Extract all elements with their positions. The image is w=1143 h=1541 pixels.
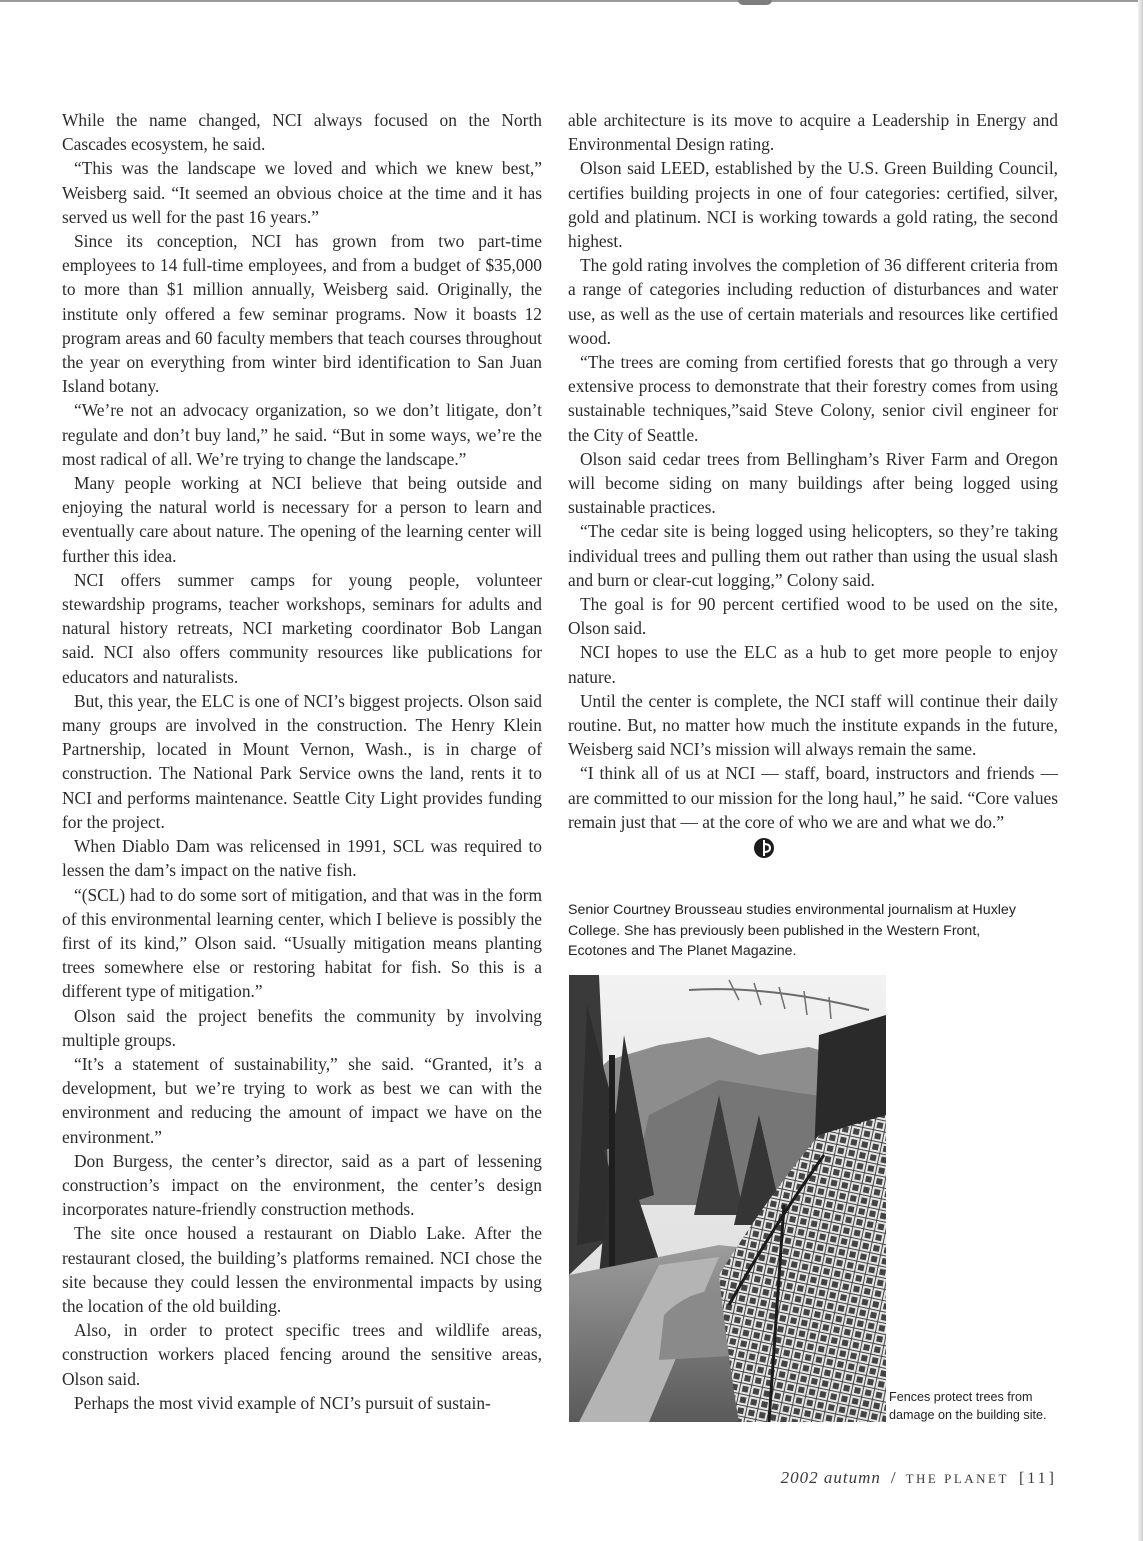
article-paragraph: The site once housed a restaurant on Diablo Lake. After the restaurant closed, the building’s platforms remained. NCI chose the site because they could lessen the environmental impacts by using the location of the old building. [62,1223,542,1316]
article-paragraph: “This was the landscape we loved and which we knew best,” Weisberg said. “It seemed an obvious choice at the time and it has served us well for the past 16 years.” [62,158,542,227]
article-paragraph: Many people working at NCI believe that being outside and enjoying the natural world is necessary for a person to learn and eventually care about nature. The opening of the learning center will further this idea. [62,473,542,566]
article-paragraph: Also, in order to protect specific trees and wildlife areas, construction workers placed fencing around the sensitive areas, Olson said. [62,1320,542,1389]
article-column-right [568,108,1058,859]
article-paragraph: “(SCL) had to do some sort of mitigation, and that was in the form of this environmental learning center, which I believe is possibly the first of its kind,” Olson said. “Usually mitigation means planting trees somewhere else or restoring habitat for fish. So this is a different type of mitigation.” [62,884,542,1002]
article-paragraph: Olson said LEED, established by the U.S. Green Building Council, certifies building projects in one of four categories: certified, silver, gold and platinum. NCI is working towards a gold rating, the second highest. [568,158,1058,252]
article-paragraph: While the name changed, NCI always focused on the North Cascades ecosystem, he said. [62,110,542,155]
article-paragraph: When Diablo Dam was relicensed in 1991, SCL was required to lessen the dam’s impact on the native fish. [62,836,542,881]
issue-season: 2002 autumn [780,1468,881,1487]
article-paragraph: Don Burgess, the center’s director, said as a part of lessening construction’s impact on the environment, the center’s design incorporates nature-friendly construction methods. [62,1150,542,1220]
magazine-name: THE PLANET [905,1471,1009,1486]
article-paragraph: Olson said cedar trees from Bellingham’s River Farm and Oregon will become siding on many buildings after being logged using sustainable practices. [568,448,1058,518]
article-paragraph: The gold rating involves the completion of 36 different criteria from a range of categories including reduction of disturbances and water use, as well as the use of certain materials and resources like certified wood. [568,255,1058,348]
article-paragraph: Perhaps the most vivid example of NCI’s pursuit of sustain- [74,1392,491,1413]
scan-edge-top [0,0,1143,2]
photo-caption: Fences protect trees from damage on the building site. [889,1390,1047,1422]
page-number: [11] [1018,1470,1057,1487]
article-paragraph: able architecture is its move to acquire a Leadership in Energy and Environmental Design rating. [568,110,1058,155]
article-paragraph: “It’s a statement of sustainability,” she said. “Granted, it’s a development, but we’re trying to work as best we can with the environment and reducing the amount of impact we have on the environment.” [62,1053,542,1147]
article-paragraph: NCI offers summer camps for young people, volunteer stewardship programs, teacher workshops, seminars for adults and natural history retreats, NCI marketing coordinator Bob Langan said. NCI also offers community resources like publications for educators and naturalists. [62,569,542,687]
scan-edge-right [1138,0,1143,1541]
article-paragraph: “We’re not an advocacy organization, so we don’t litigate, don’t regulate and don’t buy land,” he said. “But in some ways, we’re the most radical of all. We’re trying to change the landscape.” [62,400,542,469]
photo-illustration [569,975,886,1422]
planet-logo-icon [753,837,775,859]
scan-notch [738,0,772,5]
article-paragraph: NCI hopes to use the ELC as a hub to get more people to enjoy nature. [568,642,1058,687]
page-footer [781,1468,1057,1488]
article-paragraph: “I think all of us at NCI — staff, board, instructors and friends — are committed to our mission for the long haul,” he said. “Core values remain just that — at the core of who we are and what we do.” [568,763,1058,832]
article-paragraph: But, this year, the ELC is one of NCI’s biggest projects. Olson said many groups are involved in the construction. The Henry Klein Partnership, located in Mount Vernon, Wash., is in charge of construction. The National Park Service owns the land, rents it to NCI and performs maintenance. Seattle City Light provides funding for the project. [62,690,542,832]
article-paragraph: Until the center is complete, the NCI staff will continue their daily routine. But, no matter how much the institute expands in the future, Weisberg said NCI’s mission will always remain the same. [568,690,1058,760]
orange-fence-and-trees-photo [569,975,886,1422]
article-paragraph: “The cedar site is being logged using helicopters, so they’re taking individual trees and pulling them out rather than using the usual slash and burn or clear-cut logging,” Colony said. [568,521,1058,590]
article-paragraph: Since its conception, NCI has grown from two part-time employees to 14 full-time employees, and from a budget of $35,000 to more than $1 million annually, Weisberg said. Originally, the institute only offered a few seminar programs. Now it boasts 12 program areas and 60 faculty members that teach courses throughout the year on everything from winter bird identification to San Juan Island botany. [62,231,542,397]
article-paragraph: “The trees are coming from certified forests that go through a very extensive process to demonstrate that their forestry comes from using sustainable techniques,”said Steve Colony, senior civil engineer for the City of Seattle. [568,352,1058,445]
article-column-left [62,108,542,1415]
author-bio: Senior Courtney Brousseau studies environmental journalism at Huxley College. She has previously been published in the Western Front, Ecotones and The Planet Magazine. [568,902,1016,959]
footer-separator: / [890,1468,896,1487]
article-paragraph: Olson said the project benefits the community by involving multiple groups. [62,1005,542,1050]
article-paragraph: The goal is for 90 percent certified wood to be used on the site, Olson said. [568,594,1058,639]
